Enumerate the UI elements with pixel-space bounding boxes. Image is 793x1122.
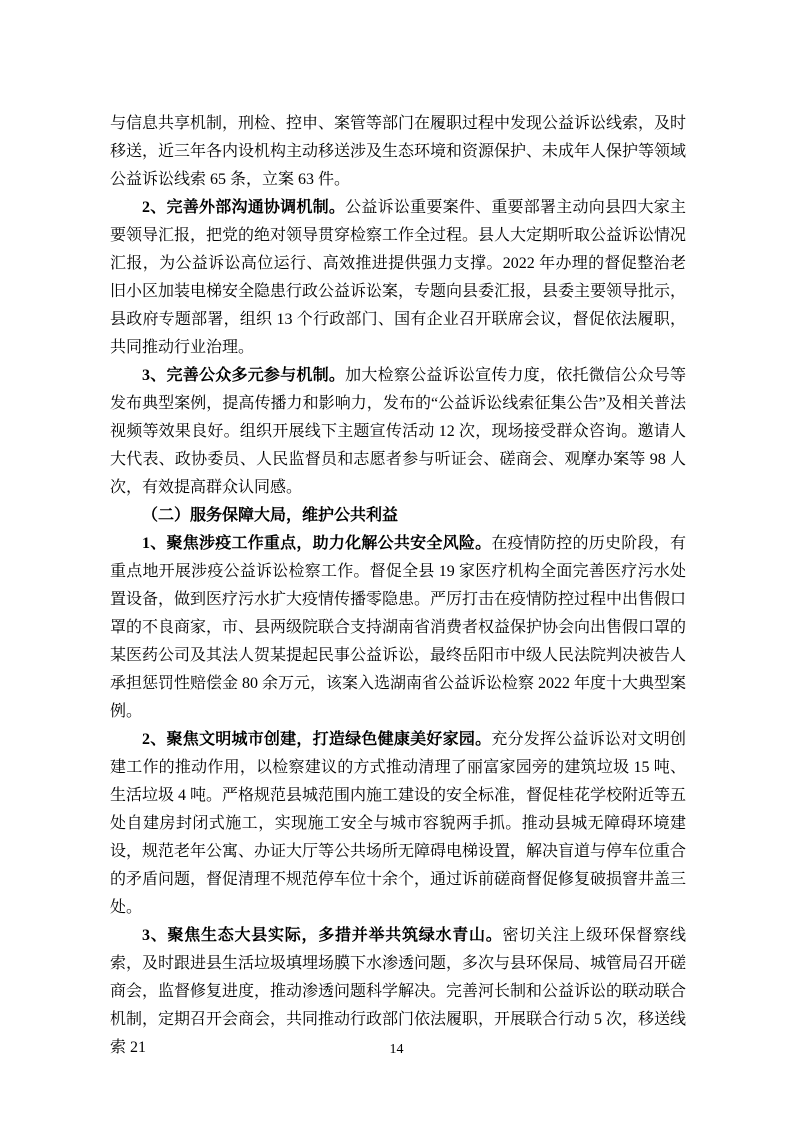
section-heading [110, 502, 686, 530]
paragraph-lead: 2、完善外部沟通协调机制。 [142, 199, 346, 216]
paragraph-text: 充分发挥公益诉讼对文明创建工作的推动作用，以检察建议的方式推动清理了丽富家园旁的建筑垃圾 15 吨、生活垃圾 4 吨。严格规范县城范围内施工建设的安全标准，督促桂花学校附近等五处自建房封闭式施工，实现施工安全与城市容貌两手抓。推动县城无障碍环境建设，规范老年公寓、办证大厅等公共场所无障碍电梯设置，解决盲道与停车位重合的矛盾问题，督促清理不规范停车位十余个，通过诉前磋商督促修复破损窨井盖三处。 [110, 731, 687, 916]
paragraph [110, 194, 686, 362]
paragraph-continuation [110, 110, 686, 194]
paragraph-lead: 2、聚焦文明城市创建，打造绿色健康美好家园。 [142, 731, 492, 748]
paragraph-text: 在疫情防控的历史阶段，有重点地开展涉疫公益诉讼检察工作。督促全县 19 家医疗机构全面完善医疗污水处置设备，做到医疗污水扩大疫情传播零隐患。严厉打击在疫情防控过程中出售假口罩的不良商家，市、县两级院联合支持湖南省消费者权益保护协会向出售假口罩的某医药公司及其法人贺某提起民事公益诉讼，最终岳阳市中级人民法院判决被告人承担惩罚性赔偿金 80 余万元，该案入选湖南省公益诉讼检察 2022 年度十大典型案例。 [110, 535, 687, 720]
paragraph-text: 与信息共享机制，刑检、控申、案管等部门在履职过程中发现公益诉讼线索，及时移送，近三年各内设机构主动移送涉及生态环境和资源保护、未成年人保护等领域公益诉讼线索 65 条，立案 63 件。 [110, 115, 687, 188]
paragraph [110, 922, 686, 1062]
page-number: 14 [389, 1042, 404, 1057]
paragraph-lead: 3、完善公众多元参与机制。 [142, 367, 346, 384]
paragraph-lead: 1、聚焦涉疫工作重点，助力化解公共安全风险。 [142, 535, 492, 552]
paragraph [110, 362, 686, 502]
paragraph [110, 530, 686, 726]
document-body [110, 110, 686, 1062]
paragraph-text: 加大检察公益诉讼宣传力度，依托微信公众号等发布典型案例，提高传播力和影响力，发布的“公益诉讼线索征集公告”及相关普法视频等效果良好。组织开展线下主题宣传活动 12 次，现场接受群众咨询。邀请人大代表、政协委员、人民监督员和志愿者参与听证会、磋商会、观摩办案等 98 人次，有效提高群众认同感。 [110, 367, 686, 496]
paragraph [110, 726, 686, 922]
paragraph-lead: 3、聚焦生态大县实际，多措并举共筑绿水青山。 [142, 927, 503, 944]
section-heading-text: （二）服务保障大局，维护公共利益 [142, 507, 399, 524]
paragraph-text: 公益诉讼重要案件、重要部署主动向县四大家主要领导汇报，把党的绝对领导贯穿检察工作全过程。县人大定期听取公益诉讼情况汇报，为公益诉讼高位运行、高效推进提供强力支撑。2022 年办理的督促整治老旧小区加装电梯安全隐患行政公益诉讼案，专题向县委汇报，县委主要领导批示，县政府专题部署，组织 13 个行政部门、国有企业召开联席会议，督促依法履职，共同推动行业治理。 [110, 199, 687, 356]
paragraph-text: 密切关注上级环保督察线索，及时跟进县生活垃圾填埋场膜下水渗透问题，多次与县环保局、城管局召开磋商会，监督修复进度，推动渗透问题科学解决。完善河长制和公益诉讼的联动联合机制，定期召开会商会，共同推动行政部门依法履职，开展联合行动 5 次，移送线索 21 [110, 927, 687, 1056]
